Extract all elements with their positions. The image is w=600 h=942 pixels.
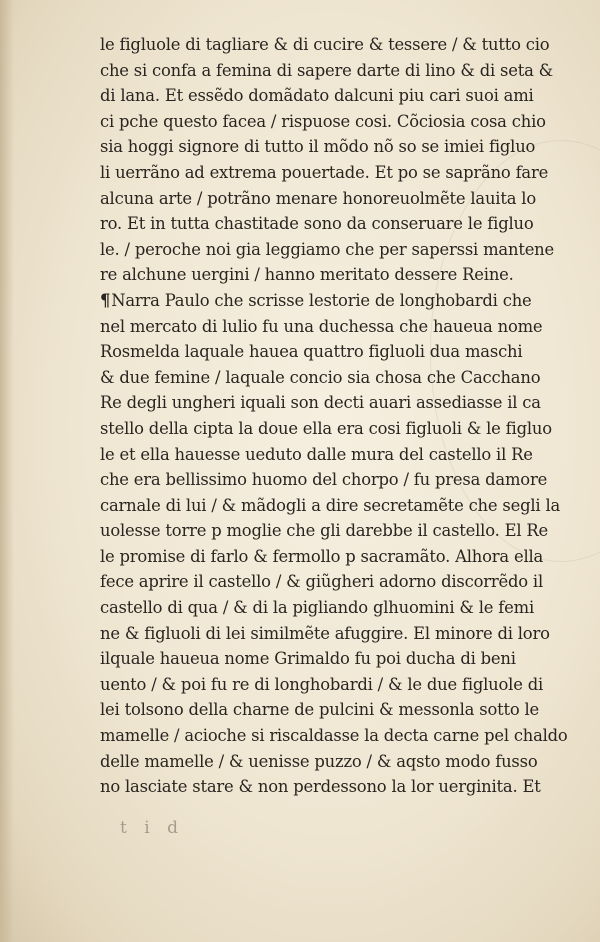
- text-line: [100, 672, 568, 698]
- text-line: [100, 160, 568, 186]
- text-line-content: ilquale haueua nome Grimaldo fu poi ducha di beni: [100, 649, 516, 669]
- paragraph-mark: ¶: [100, 290, 111, 310]
- text-line: [100, 697, 568, 723]
- text-line-content: stello della cipta la doue ella era cosi figluoli & le figluo: [100, 418, 552, 438]
- text-line: [100, 339, 568, 365]
- text-line-content: che era bellissimo huomo del chorpo / fu presa damore: [100, 470, 548, 490]
- page-text-block: [100, 32, 572, 800]
- text-line-content: Re degli ungheri iquali son decti auari assediasse il ca: [100, 393, 541, 413]
- text-line-content: no lasciate stare & non perdessono la lor uerginita. Et: [100, 777, 541, 797]
- text-line-content: & due femine / laquale concio sia chosa che Cacchano: [100, 367, 541, 387]
- text-line: [100, 467, 568, 493]
- faint-signature-mark: t i d: [120, 818, 184, 838]
- text-line: [100, 186, 568, 212]
- text-line-content: uolesse torre p moglie che gli darebbe il castello. El Re: [100, 521, 549, 541]
- text-line: [100, 595, 568, 621]
- text-line: [100, 288, 568, 314]
- text-line: [100, 211, 568, 237]
- text-line: [100, 134, 568, 160]
- text-line: [100, 83, 568, 109]
- text-line-content: sia hoggi signore di tutto il mõdo nõ so se imiei figluo: [100, 137, 536, 157]
- text-line-content: fece aprire il castello / & giũgheri adorno discorrẽdo il: [100, 572, 544, 592]
- text-line-content: di lana. Et essẽdo domãdato dalcuni piu cari suoi ami: [100, 86, 534, 106]
- text-line-content: che si confa a femina di sapere darte di lino & di seta &: [100, 60, 554, 80]
- text-line: [100, 723, 567, 749]
- text-line: [100, 32, 568, 58]
- text-line: [100, 58, 568, 84]
- text-line: [100, 749, 568, 775]
- text-line-content: ci pche questo facea / rispuose cosi. Cõciosia cosa chio: [100, 111, 546, 131]
- text-line: [100, 569, 568, 595]
- text-line-content: Narra Paulo che scrisse lestorie de longhobardi che: [111, 290, 532, 310]
- text-line: [100, 237, 568, 263]
- text-line: [100, 314, 568, 340]
- text-line-content: le promise di farlo & fermollo p sacramãto. Alhora ella: [100, 546, 544, 566]
- text-line-content: uento / & poi fu re di longhobardi / & le due figluole di: [100, 674, 544, 694]
- text-line-content: castello di qua / & di la pigliando glhuomini & le femi: [100, 598, 534, 618]
- text-line-content: re alchune uergini / hanno meritato dessere Reine.: [100, 265, 514, 285]
- text-line-content: ro. Et in tutta chastitade sono da conseruare le figluo: [100, 214, 534, 234]
- text-line: [100, 262, 568, 288]
- text-line: [100, 390, 568, 416]
- text-line-content: lei tolsono della charne de pulcini & messonla sotto le: [100, 700, 540, 720]
- text-line: [100, 518, 568, 544]
- text-line: [100, 365, 568, 391]
- text-line-content: le figluole di tagliare & di cucire & tessere / & tutto cio: [100, 35, 550, 54]
- text-line: [100, 493, 568, 519]
- page-edge-shadow: [0, 0, 14, 942]
- text-line: [100, 442, 568, 468]
- text-line: [100, 646, 568, 672]
- text-line-content: delle mamelle / & uenisse puzzo / & aqsto modo fusso: [100, 751, 538, 771]
- text-line: [100, 416, 568, 442]
- text-line-content: carnale di lui / & mãdogli a dire secretamẽte che segli la: [100, 495, 561, 515]
- text-line-content: mamelle / acioche si riscaldasse la decta carne pel chaldo: [100, 726, 568, 746]
- text-line: [100, 621, 568, 647]
- text-line-content: ne & figluoli di lei similmẽte afuggire. El minore di loro: [100, 623, 550, 643]
- text-line-content: nel mercato di lulio fu una duchessa che haueua nome: [100, 316, 543, 336]
- text-line-content: le. / peroche noi gia leggiamo che per saperssi mantene: [100, 239, 555, 259]
- text-line-content: li uerrãno ad extrema pouertade. Et po se saprãno fare: [100, 162, 549, 182]
- text-line-content: le et ella hauesse ueduto dalle mura del castello il Re: [100, 444, 533, 464]
- text-line: [100, 774, 568, 800]
- text-line-content: alcuna arte / potrãno menare honoreuolmẽte lauita lo: [100, 188, 536, 208]
- text-line-content: Rosmelda laquale hauea quattro figluoli dua maschi: [100, 342, 523, 362]
- text-line: [100, 109, 568, 135]
- text-line: [100, 544, 568, 570]
